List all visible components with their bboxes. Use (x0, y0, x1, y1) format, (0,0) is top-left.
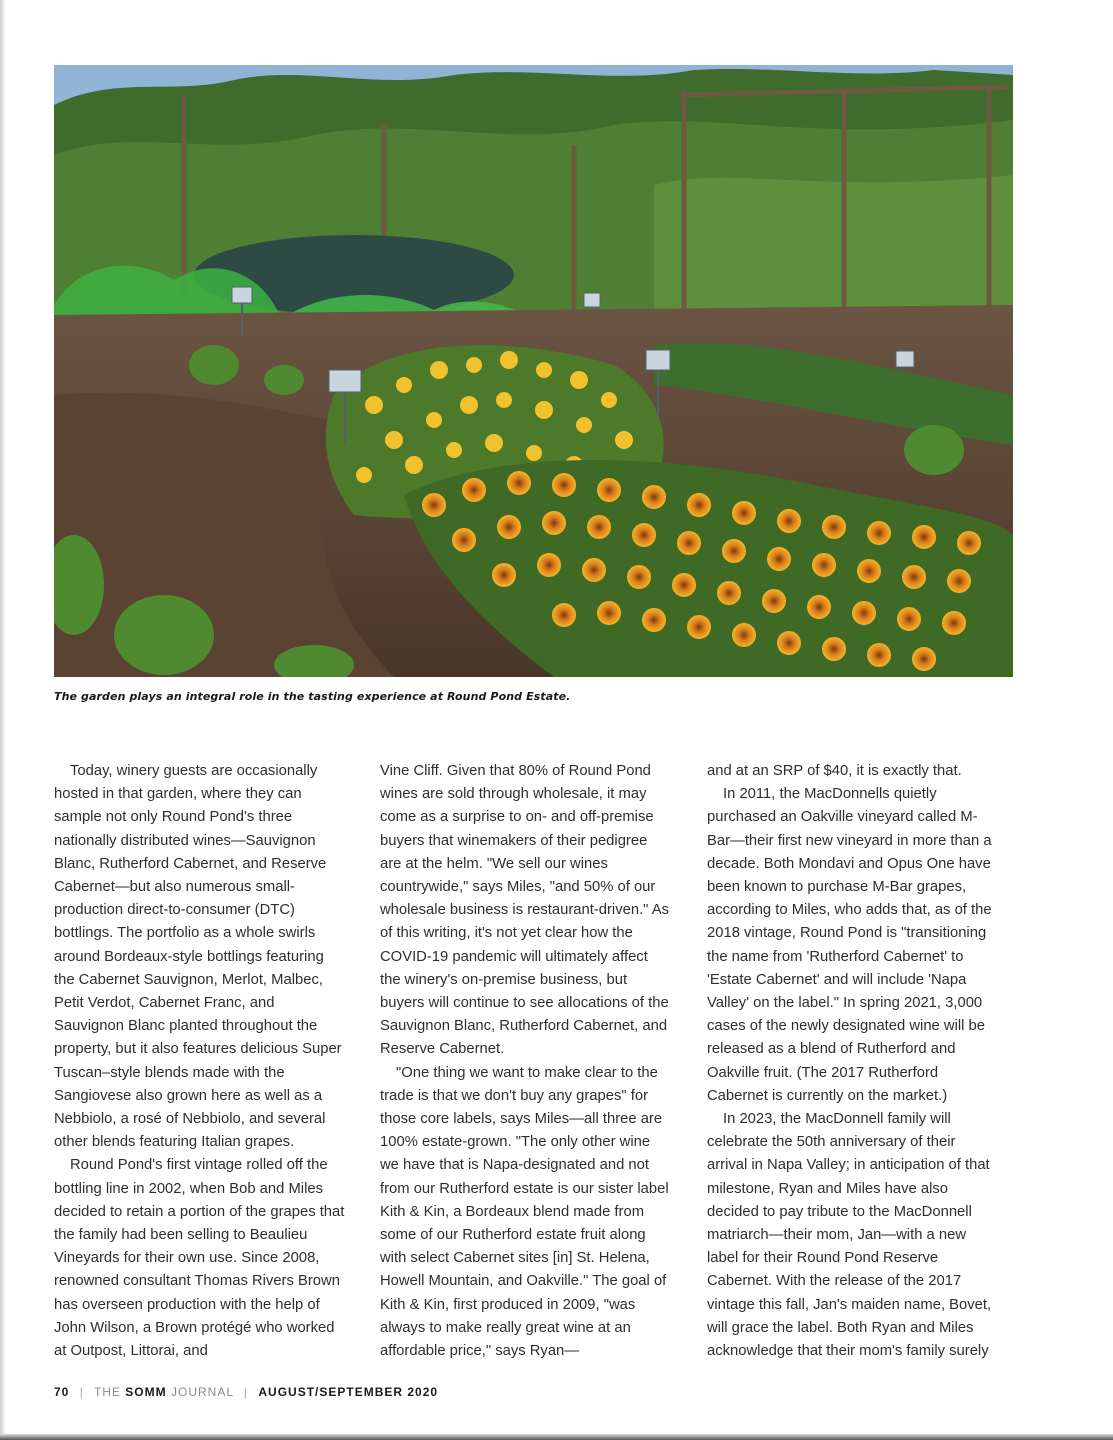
article-column-1 (54, 760, 346, 1363)
photo-caption: The garden plays an integral role in the tasting experience at Round Pond Estate. (54, 690, 571, 703)
paragraph: and at an SRP of $40, it is exactly that. (707, 763, 962, 779)
article-column-2 (380, 760, 672, 1363)
page-left-edge (0, 0, 6, 1440)
garden-photo (54, 65, 1013, 677)
footer-separator: | (243, 1385, 249, 1399)
page-bottom-edge (0, 1434, 1113, 1440)
publication-name (94, 1385, 234, 1399)
page-footer (54, 1385, 438, 1399)
paragraph: Vine Cliff. Given that 80% of Round Pond wines are sold through wholesale, it may come as a surprise to on- and off-premise buyers that winemakers of their pedigree are at the helm. "We sell our wines countrywide," says Miles, "and 50% of our wholesale business is restaurant-driven." As of this writing, it's not yet clear how the COVID-19 pandemic will ultimately affect the winery's on-premise business, but buyers will continue to see allocations of the Sauvignon Blanc, Rutherford Cabernet, and Reserve Cabernet. (380, 763, 670, 1058)
paragraph: Round Pond's first vintage rolled off the bottling line in 2002, when Bob and Miles decided to retain a portion of the grapes that the family had been selling to Beaulieu Vineyards for their own use. Since 2008, renowned consultant Thomas Rivers Brown has overseen production with the help of John Wilson, a Brown protégé who worked at Outpost, Littorai, and (54, 1157, 345, 1360)
paragraph: Today, winery guests are occasionally hosted in that garden, where they can sample not only Round Pond's three nationally distributed wines—Sauvignon Blanc, Rutherford Cabernet, and Reserve Cabernet—but also numerous small-production direct-to-consumer (DTC) bottlings. The portfolio as a whole swirls around Bordeaux-style bottlings featuring the Cabernet Sauvignon, Merlot, Malbec, Petit Verdot, Cabernet Franc, and Sauvignon Blanc planted throughout the property, but it also features delicious Super Tuscan–style blends made with the Sangiovese also grown here as well as a Nebbiolo, a rosé of Nebbiolo, and several other blends featuring Italian grapes. (54, 763, 342, 1151)
paragraph: "One thing we want to make clear to the trade is that we don't buy any grapes" for those core labels, says Miles—all three are 100% estate-grown. "The only other wine we have that is Napa-designated and not from our Rutherford estate is our sister label Kith & Kin, a Bordeaux blend made from some of our Rutherford estate fruit along with select Cabernet sites [in] St. Helena, Howell Mountain, and Oakville." The goal of Kith & Kin, first produced in 2009, "was always to make really great wine at an affordable price," says Ryan— (380, 1064, 669, 1360)
paragraph: In 2023, the MacDonnell family will celebrate the 50th anniversary of their arrival in Napa Valley; in anticipation of that milestone, Ryan and Miles have also decided to pay tribute to the MacDonnell matriarch—their mom, Jan—with a new label for their Round Pond Reserve Cabernet. With the release of the 2017 vintage this fall, Jan's maiden name, Bovet, will grace the label. Both Ryan and Miles acknowledge that their mom's family surely (707, 1111, 992, 1360)
publication-somm: SOMM (125, 1385, 167, 1399)
article-column-3 (707, 760, 999, 1363)
footer-separator: | (79, 1385, 84, 1399)
publication-the: THE (93, 1385, 121, 1399)
publication-journal: JOURNAL (170, 1385, 234, 1399)
paragraph: In 2011, the MacDonnells quietly purchased an Oakville vineyard called M-Bar—their first new vineyard in more than a decade. Both Mondavi and Opus One have been known to purchase M-Bar grapes, according to Miles, who adds that, as of the 2018 vintage, Round Pond is "transitioning the name from 'Rutherford Cabernet' to 'Estate Cabernet' and will include 'Napa Valley' on the label." In spring 2021, 3,000 cases of the newly designated wine will be released as a blend of Rutherford and Oakville fruit. (The 2017 Rutherford Cabernet is currently on the market.) (707, 786, 992, 1104)
page-number: 70 (54, 1385, 70, 1399)
issue-date: AUGUST/SEPTEMBER 2020 (258, 1385, 439, 1399)
